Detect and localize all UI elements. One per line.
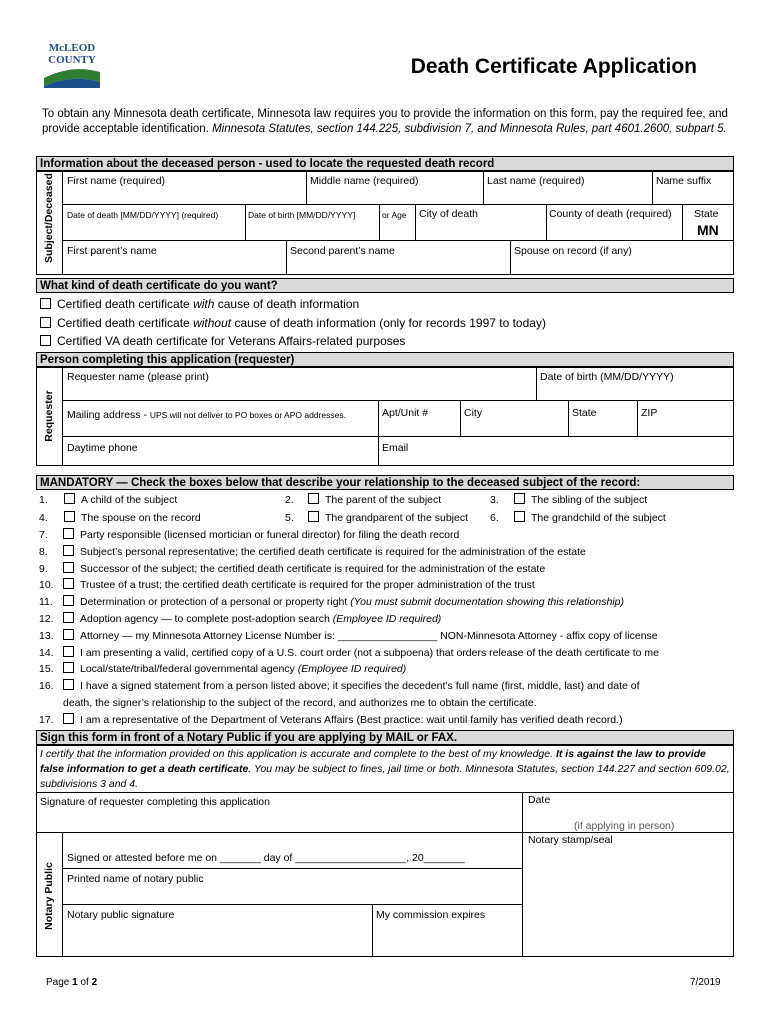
state-field[interactable]: State bbox=[572, 407, 597, 419]
relationship-15[interactable]: 15. Local/state/tribal/federal governmental agency (Employee ID required) bbox=[39, 663, 407, 676]
checkbox-icon bbox=[63, 713, 74, 724]
state-value: MN bbox=[697, 222, 719, 238]
attestation-line[interactable]: Signed or attested before me on _______ day of ___________________, 20_______ bbox=[67, 852, 465, 864]
relationship-17[interactable]: 17. I am a representative of the Department of Veterans Affairs (Best practice: wait until family has verified death record.) bbox=[39, 713, 623, 726]
state-label: State bbox=[694, 208, 719, 220]
relationship-14[interactable]: 14. I am presenting a valid, certified copy of a U.S. court order (not a subpoena) that orders release of the death certificate to me bbox=[39, 646, 659, 659]
certification-text: I certify that the information provided on this application is accurate and complete to the best of my knowledge. It is against the law to provide false information to get a death certificate. You may be subject to fines, jail time or both. Minnesota Statutes, section 144.227 and section 609.02, subdivisions 3 and 4. bbox=[40, 748, 730, 790]
requester-name-field[interactable]: Requester name (please print) bbox=[67, 371, 209, 383]
intro-citation: Minnesota Statutes, section 144.225, subdivision 7, and Minnesota Rules, part 4601.2600, subpart 5. bbox=[212, 122, 727, 135]
signature-date-field[interactable]: Date bbox=[528, 794, 551, 806]
first-name-field[interactable]: First name (required) bbox=[67, 175, 166, 187]
logo-line1: McLEOD bbox=[48, 42, 96, 54]
notary-header: Sign this form in front of a Notary Public if you are applying by MAIL or FAX. bbox=[36, 730, 734, 745]
relationship-16[interactable]: 16. I have a signed statement from a person listed above; it specifies the decedent’s full name (first, middle, last) and date of bbox=[39, 680, 640, 693]
relationship-list bbox=[39, 527, 739, 729]
checkbox-icon[interactable] bbox=[40, 298, 51, 309]
checkbox-icon bbox=[63, 629, 74, 640]
relationship-10[interactable]: 10. Trustee of a trust; the certified death certificate is required for the proper administration of the trust bbox=[39, 579, 535, 592]
requester-dob-field[interactable]: Date of birth (MM/DD/YYYY) bbox=[540, 371, 674, 383]
middle-name-field[interactable]: Middle name (required) bbox=[310, 175, 419, 187]
notary-signature-field[interactable]: Notary public signature bbox=[67, 909, 175, 921]
daytime-phone-field[interactable]: Daytime phone bbox=[67, 442, 138, 454]
mandatory-header: MANDATORY — Check the boxes below that describe your relationship to the deceased subject of the record: bbox=[36, 475, 734, 490]
notary-printed-name-field[interactable]: Printed name of notary public bbox=[67, 873, 204, 885]
checkbox-icon bbox=[63, 679, 74, 690]
checkbox-icon bbox=[64, 493, 75, 504]
notary-side-label: Notary Public bbox=[43, 862, 55, 930]
requester-header: Person completing this application (requester) bbox=[36, 352, 734, 367]
name-suffix-field[interactable]: Name suffix bbox=[656, 175, 712, 187]
relationship-3[interactable]: The sibling of the subject bbox=[514, 492, 647, 509]
checkbox-icon bbox=[514, 493, 525, 504]
county-of-death-field[interactable]: County of death (required) bbox=[549, 208, 672, 220]
relationship-9[interactable]: 9. Successor of the subject; the certified death certificate is required for the administration of the estate bbox=[39, 562, 546, 575]
age-field[interactable]: or Age bbox=[382, 210, 407, 220]
logo-line2: COUNTY bbox=[48, 54, 96, 66]
checkbox-icon bbox=[63, 612, 74, 623]
mailing-address-field[interactable]: Mailing address - UPS will not deliver to PO boxes or APO addresses. bbox=[67, 409, 346, 421]
checkbox-icon bbox=[63, 528, 74, 539]
checkbox-icon bbox=[63, 646, 74, 657]
relationship-6[interactable]: The grandchild of the subject bbox=[514, 510, 666, 527]
commission-expires-field[interactable]: My commission expires bbox=[376, 909, 486, 921]
mailing-note: UPS will not deliver to PO boxes or APO addresses. bbox=[149, 410, 346, 420]
relationship-2[interactable]: The parent of the subject bbox=[308, 492, 441, 509]
notary-stamp-area: Notary stamp/seal bbox=[528, 834, 613, 846]
requester-signature-field[interactable]: Signature of requester completing this application bbox=[40, 796, 270, 808]
deceased-header: Information about the deceased person - used to locate the requested death record bbox=[36, 156, 734, 171]
spouse-field[interactable]: Spouse on record (if any) bbox=[514, 245, 632, 257]
relationship-8[interactable]: 8. Subject’s personal representative; the certified death certificate is required for the administration of the estate bbox=[39, 545, 586, 558]
city-of-death-field[interactable]: City of death bbox=[419, 208, 478, 220]
checkbox-icon bbox=[63, 562, 74, 573]
checkbox-icon bbox=[308, 493, 319, 504]
checkbox-icon bbox=[64, 511, 75, 522]
page-number: Page 1 of 2 bbox=[46, 977, 98, 988]
in-person-note: (if applying in person) bbox=[574, 820, 675, 832]
relationship-1[interactable]: A child of the subject bbox=[64, 492, 177, 509]
kind-option-without[interactable]: Certified death certificate without cause of death information (only for records 1997 to today) bbox=[40, 314, 546, 332]
date-of-death-field[interactable]: Date of death [MM/DD/YYYY] (required) bbox=[67, 210, 219, 220]
checkbox-icon bbox=[63, 545, 74, 556]
first-parent-field[interactable]: First parent’s name bbox=[67, 245, 157, 257]
intro-text bbox=[42, 107, 732, 136]
checkbox-icon[interactable] bbox=[40, 335, 51, 346]
checkbox-icon bbox=[308, 511, 319, 522]
relationship-4[interactable]: The spouse on the record bbox=[64, 510, 201, 527]
kind-option-with[interactable]: Certified death certificate with cause of death information bbox=[40, 295, 359, 313]
checkbox-icon bbox=[63, 578, 74, 589]
checkbox-icon bbox=[63, 595, 74, 606]
kind-option-va[interactable]: Certified VA death certificate for Veterans Affairs-related purposes bbox=[40, 332, 405, 350]
form-date: 7/2019 bbox=[690, 977, 721, 988]
checkbox-icon[interactable] bbox=[40, 317, 51, 328]
intro-body: To obtain any Minnesota death certificate, Minnesota law requires you to provide the information on this form, pay the required fee, and provide acceptable identification. bbox=[42, 108, 728, 135]
date-of-birth-field[interactable]: Date of birth [MM/DD/YYYY] bbox=[248, 210, 356, 220]
relationship-7[interactable]: 7. Party responsible (licensed mortician or funeral director) for filing the death record bbox=[39, 529, 460, 541]
relationship-12[interactable]: 12. Adoption agency — to complete post-adoption search (Employee ID required) bbox=[39, 612, 442, 625]
relationship-11[interactable]: 11. Determination or protection of a personal or property right (You must submit documentation showing this relationship) bbox=[39, 596, 624, 609]
relationship-5[interactable]: The grandparent of the subject bbox=[308, 510, 468, 527]
checkbox-icon bbox=[63, 662, 74, 673]
kind-header: What kind of death certificate do you want? bbox=[36, 278, 734, 293]
relationship-16-cont: death, the signer’s relationship to the subject of the record, and authorizes me to obtain the certificate. bbox=[63, 696, 537, 709]
email-field[interactable]: Email bbox=[382, 442, 409, 454]
requester-side-label: Requester bbox=[43, 390, 55, 442]
apt-field[interactable]: Apt/Unit # bbox=[382, 407, 429, 419]
zip-field[interactable]: ZIP bbox=[641, 407, 658, 419]
last-name-field[interactable]: Last name (required) bbox=[487, 175, 585, 187]
page-title: Death Certificate Application bbox=[410, 55, 697, 78]
subject-side-label: Subject/Deceased bbox=[43, 173, 55, 263]
second-parent-field[interactable]: Second parent’s name bbox=[290, 245, 395, 257]
relationship-13[interactable]: 13. Attorney — my Minnesota Attorney License Number is: _________________ NON-Minnesota Attorney - affix copy of license bbox=[39, 629, 658, 642]
city-field[interactable]: City bbox=[464, 407, 483, 419]
checkbox-icon bbox=[514, 511, 525, 522]
